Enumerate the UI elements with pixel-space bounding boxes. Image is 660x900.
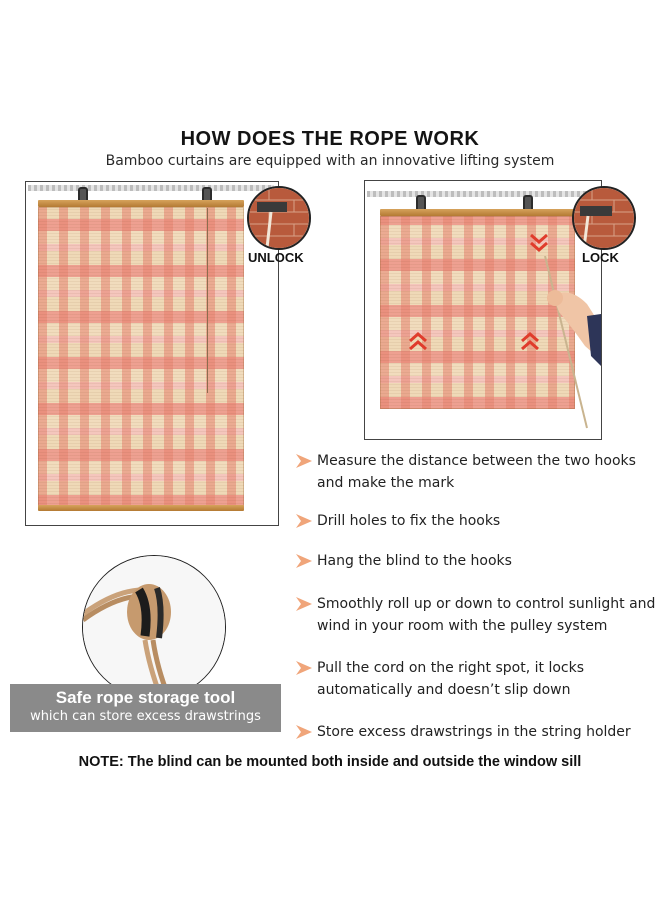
storage-caption: which can store excess drawstrings: [30, 709, 261, 724]
curtain-rail: [367, 191, 597, 197]
unlock-label: UNLOCK: [248, 250, 304, 265]
rope-holder-illustration: [83, 556, 225, 698]
up-chevron-icon: [408, 331, 428, 353]
bamboo-blind: [38, 207, 244, 507]
pull-cord: [207, 208, 208, 393]
lock-detail-circle: [572, 186, 636, 250]
top-rod: [380, 209, 575, 216]
unlock-panel: [25, 181, 279, 526]
arrow-right-icon: [296, 554, 312, 568]
step-item: [296, 510, 658, 532]
bottom-rod: [38, 505, 244, 511]
step-item: [296, 657, 658, 701]
step-text: Smoothly roll up or down to control sunlight and wind in your room with the pulley system: [317, 596, 656, 634]
page-title: HOW DOES THE ROPE WORK: [180, 128, 480, 150]
pulley-unlock-illustration: [249, 188, 309, 248]
arrow-right-icon: [296, 661, 312, 675]
pulley-lock-illustration: [574, 188, 634, 248]
step-item: [296, 721, 658, 743]
mounting-note: NOTE: The blind can be mounted both inside and outside the window sill: [78, 754, 582, 770]
unlock-detail-circle: [247, 186, 311, 250]
step-text: Store excess drawstrings in the string holder: [317, 724, 631, 740]
arrow-right-icon: [296, 725, 312, 739]
arrow-right-icon: [296, 514, 312, 528]
lock-label: LOCK: [582, 250, 619, 265]
step-item: [296, 550, 658, 572]
storage-title: Safe rope storage tool: [55, 688, 236, 707]
step-text: Hang the blind to the hooks: [317, 553, 512, 569]
down-chevron-icon: [529, 231, 549, 253]
lock-panel: [364, 180, 602, 440]
top-rod: [38, 200, 244, 207]
step-text: Pull the cord on the right spot, it locks automatically and doesn’t slip down: [317, 660, 585, 698]
step-text: Measure the distance between the two hooks and make the mark: [317, 453, 636, 491]
page-subtitle: Bamboo curtains are equipped with an innovative lifting system: [105, 153, 555, 169]
hand-pulling-cord-illustration: [535, 256, 601, 436]
storage-caption-box: [10, 684, 281, 732]
step-text: Drill holes to fix the hooks: [317, 513, 501, 529]
step-item: [296, 593, 658, 637]
curtain-rail: [28, 185, 274, 191]
arrow-right-icon: [296, 454, 312, 468]
step-item: [296, 450, 658, 494]
rope-storage-circle: [82, 555, 226, 699]
arrow-right-icon: [296, 597, 312, 611]
